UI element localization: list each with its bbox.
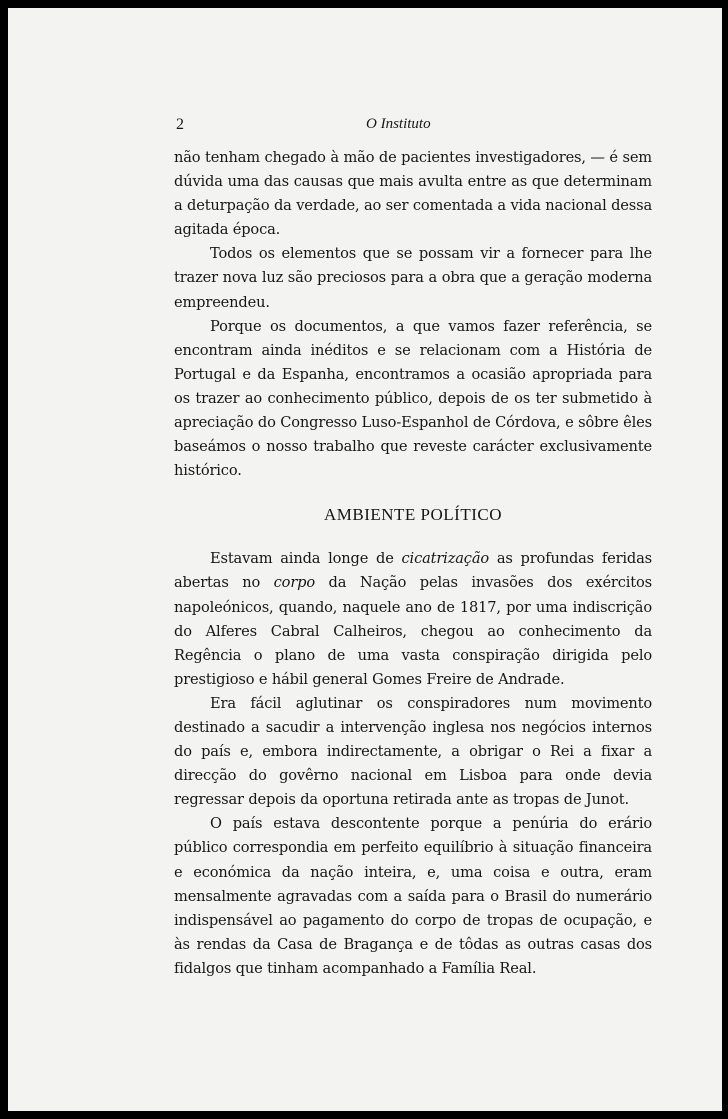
running-title: O Instituto (366, 116, 431, 132)
italic-term: corpo (273, 574, 315, 592)
paragraph-documents: Porque os documentos, a que vamos fazer referência, se encontram ainda inéditos e se relacionam com a História de Portugal e da Espanha, encontramos a ocasião apropriada para os trazer ao conhecimento público, depois de os ter submetido à apreciação do Congresso Luso-Espanhol de Córdova, e sôbre êles baseámos o nosso trabalho que reveste carácter exclusivamente histórico. (174, 317, 652, 480)
italic-term: cicatrização (401, 550, 490, 568)
page-sheet (8, 8, 722, 1111)
running-head (174, 112, 652, 146)
paragraph-elements: Todos os elementos que se possam vir a fornecer para lhe trazer nova luz são preciosos para a obra que a geração moderna empreendeu. (174, 245, 652, 311)
page-number: 2 (176, 116, 184, 133)
section-heading: AMBIENTE POLÍTICO (323, 505, 502, 525)
text-fragment: as profundas feridas abertas no (174, 550, 652, 592)
page-content (174, 112, 652, 981)
paragraph-continuation: não tenham chegado à mão de pacientes investigadores, — é sem dúvida uma das causas que mais avulta entre as que determinam a deturpação da verdade, ao ser comentada a vida nacional dessa agitada época. (174, 149, 652, 239)
paragraph-conspirators: Era fácil aglutinar os conspiradores num movimento destinado a sacudir a intervenção inglesa nos negócios internos do país e, embora indirectamente, a obrigar o Rei a fixar a direcção do govêrno nacional em Lisboa para onde devia regressar depois da oportuna retirada ante as tropas de Junot. (174, 694, 652, 809)
text-fragment: da Nação pelas invasões dos exércitos napoleónicos, quando, naquele ano de 1817, por uma indiscrição do Alferes Cabral Calheiros, chegou ao conhecimento da Regência o plano de uma vasta conspiração dirigida pelo prestigioso e hábil general Gomes Freire de Andrade. (174, 574, 652, 688)
paragraph-discontent: O país estava descontente porque a penúria do erário público correspondia em perfeito equilíbrio à situação financeira e económica da nação inteira, e, uma coisa e outra, eram mensalmente agravadas com a saída para o Brasil do numerário indispensável ao pagamento do corpo de tropas de ocupação, e às rendas da Casa de Bragança e de tôdas as outras casas dos fidalgos que tinham acompanhado a Família Real. (174, 815, 652, 977)
paragraph-invasions (174, 547, 652, 692)
text-fragment: Estavam ainda longe de (210, 550, 402, 568)
